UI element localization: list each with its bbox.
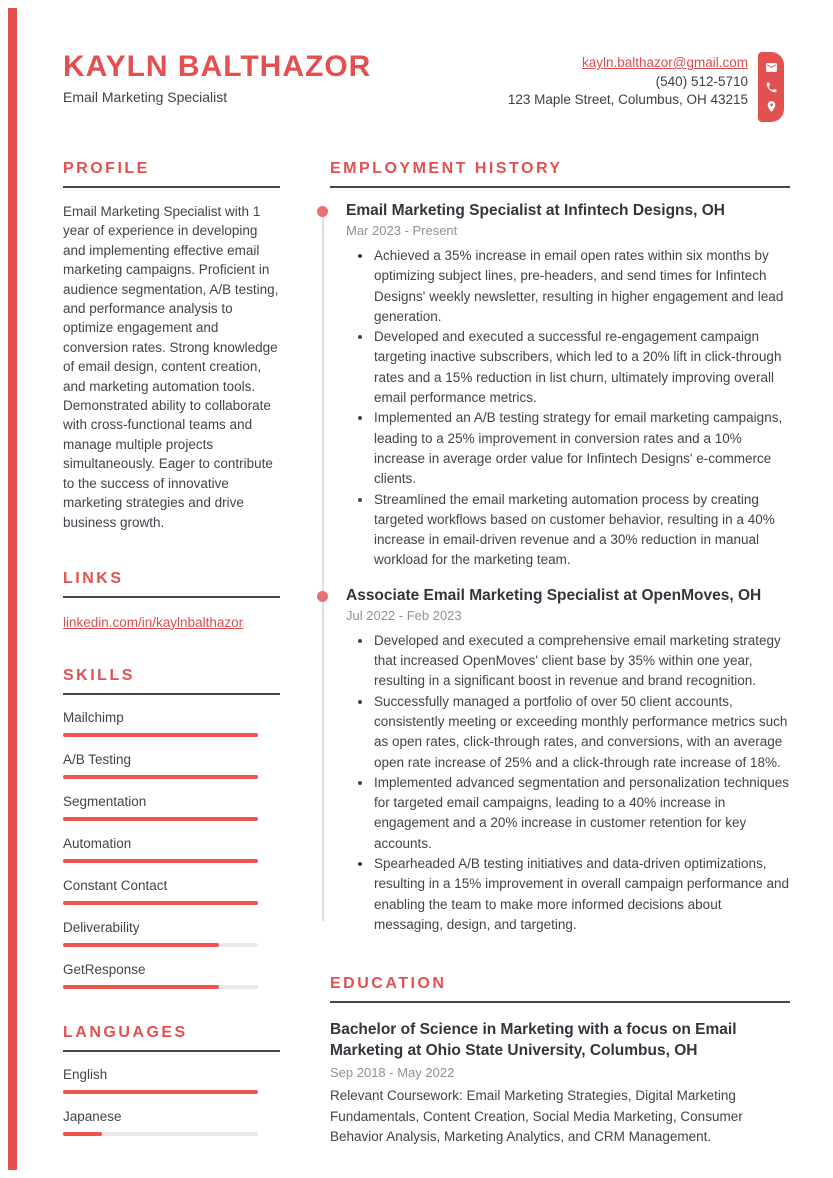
language-bar bbox=[63, 1090, 258, 1094]
education-section bbox=[330, 975, 790, 1147]
employment-heading: EMPLOYMENT HISTORY bbox=[330, 160, 790, 188]
timeline-line bbox=[322, 212, 324, 921]
language-label: English bbox=[63, 1066, 108, 1082]
job-bullet: • Developed and executed a successful re-engagement campaign targeting inactive subscribers, which led to a 20% lift in click-through rates and a 15% reduction in list churn, ultimately improving overall email performance metrics. bbox=[373, 327, 790, 408]
phone-number: (540) 512-5710 bbox=[655, 73, 748, 89]
timeline-dot bbox=[317, 206, 328, 217]
timeline-dot bbox=[317, 591, 328, 602]
linkedin-link[interactable]: linkedin.com/in/kaylnbalthazor bbox=[63, 614, 244, 630]
email-link[interactable]: kayln.balthazor@gmail.com bbox=[581, 55, 748, 70]
job-dates: Mar 2023 - Present bbox=[346, 223, 458, 238]
profile-heading: PROFILE bbox=[63, 160, 280, 188]
job-bullet: • Implemented advanced segmentation and personalization techniques for targeted email campaigns, leading to a 40% increase in engagement and a 20% increase in customer retention for key accounts. bbox=[373, 773, 790, 854]
sidebar-column bbox=[63, 160, 280, 1136]
job-bullet: • Spearheaded A/B testing initiatives and data-driven optimizations, resulting in a 15% improvement in overall campaign performance and enabling the team to make more informed decisions about messaging, design, and targeting. bbox=[373, 854, 790, 935]
skill-item bbox=[63, 794, 280, 821]
job-bullet: • Achieved a 35% increase in email open rates within six months by optimizing subject lines, pre-headers, and send times for Infintech Designs' weekly newsletter, resulting in higher engagement and lead generation. bbox=[373, 246, 790, 327]
job-bullet: • Successfully managed a portfolio of over 50 client accounts, consistently meeting or exceeding monthly performance metrics such as open rates, click-through rates, and conversions, with an average open rate increase of 25% and a click-through rate increase of 18%. bbox=[373, 692, 790, 773]
job-dates: Jul 2022 - Feb 2023 bbox=[346, 607, 462, 623]
links-heading: LINKS bbox=[63, 570, 280, 598]
person-name: KAYLN BALTHAZOR bbox=[63, 50, 372, 83]
language-item bbox=[63, 1067, 280, 1094]
education-dates: Sep 2018 - May 2022 bbox=[330, 1065, 455, 1081]
skill-bar bbox=[63, 985, 258, 989]
job-title: Email Marketing Specialist at Infintech Designs, OH bbox=[346, 202, 725, 219]
skill-bar bbox=[63, 733, 258, 737]
skill-bar bbox=[63, 817, 258, 821]
education-description: Relevant Coursework: Email Marketing Strategies, Digital Marketing Fundamentals, Content Creation, Social Media Marketing, Consumer Behavior Analysis, Marketing Analytics, and CRM Management. bbox=[330, 1088, 743, 1144]
skill-label: Segmentation bbox=[63, 793, 147, 809]
contact-block bbox=[508, 54, 748, 110]
skill-item bbox=[63, 836, 280, 863]
job-entry bbox=[330, 587, 790, 935]
main-column bbox=[330, 160, 790, 1147]
language-item bbox=[63, 1109, 280, 1136]
job-bullet: • Streamlined the email marketing automation process by creating targeted workflows based on customer behavior, resulting in a 40% increase in email-driven revenue and a 30% reduction in manual workload for the marketing team. bbox=[373, 490, 790, 571]
language-label: Japanese bbox=[63, 1108, 122, 1124]
skill-label: Deliverability bbox=[63, 919, 140, 935]
job-bullet-list bbox=[346, 631, 790, 935]
job-bullet-list bbox=[346, 246, 790, 571]
skills-section bbox=[63, 667, 280, 989]
contact-icon-panel bbox=[758, 52, 784, 122]
skill-label: GetResponse bbox=[63, 961, 146, 977]
location-pin-icon bbox=[765, 100, 778, 113]
skill-item bbox=[63, 962, 280, 989]
job-title: Associate Email Marketing Specialist at OpenMoves, OH bbox=[346, 586, 762, 604]
job-bullet: • Developed and executed a comprehensive email marketing strategy that increased OpenMoves' client base by 35% within one year, resulting in a significant boost in revenue and brand recognition. bbox=[373, 631, 790, 692]
skill-label: Automation bbox=[63, 835, 132, 851]
skill-item bbox=[63, 710, 280, 737]
languages-heading: LANGUAGES bbox=[63, 1024, 280, 1052]
envelope-icon bbox=[765, 61, 778, 74]
skill-label: A/B Testing bbox=[63, 751, 132, 767]
phone-icon bbox=[765, 81, 778, 94]
employment-section bbox=[330, 160, 790, 935]
education-heading: EDUCATION bbox=[330, 975, 790, 1003]
skill-item bbox=[63, 878, 280, 905]
skill-bar bbox=[63, 859, 258, 863]
person-job-title: Email Marketing Specialist bbox=[63, 89, 228, 105]
skills-heading: SKILLS bbox=[63, 667, 280, 695]
skill-item bbox=[63, 752, 280, 779]
left-accent-stripe bbox=[8, 8, 17, 1170]
job-entry bbox=[330, 202, 790, 571]
skill-label: Mailchimp bbox=[63, 709, 124, 725]
skill-item bbox=[63, 920, 280, 947]
skill-bar bbox=[63, 943, 258, 947]
links-section bbox=[63, 570, 280, 630]
postal-address: 123 Maple Street, Columbus, OH 43215 bbox=[507, 92, 748, 107]
profile-text: Email Marketing Specialist with 1 year of experience in developing and implementing effective email marketing campaigns. Proficient in audience segmentation, A/B testing, and performance analysis to optimize engagement and conversion rates. Strong knowledge of email design, content creation, and marketing automation tools. Demonstrated ability to collaborate with cross-functional teams and manage multiple projects simultaneously. Eager to contribute to the success of innovative marketing strategies and drive business growth. bbox=[63, 204, 279, 530]
profile-section bbox=[63, 160, 280, 532]
language-bar bbox=[63, 1132, 258, 1136]
education-degree: Bachelor of Science in Marketing with a focus on Email Marketing at Ohio State University, Columbus, OH bbox=[330, 1021, 737, 1059]
languages-section bbox=[63, 1024, 280, 1136]
skill-bar bbox=[63, 775, 258, 779]
job-bullet: • Implemented an A/B testing strategy for email marketing campaigns, leading to a 25% improvement in conversion rates and a 10% increase in average order value for Infintech Designs' e-commerce clients. bbox=[373, 408, 790, 489]
skill-bar bbox=[63, 901, 258, 905]
skill-label: Constant Contact bbox=[63, 877, 168, 893]
